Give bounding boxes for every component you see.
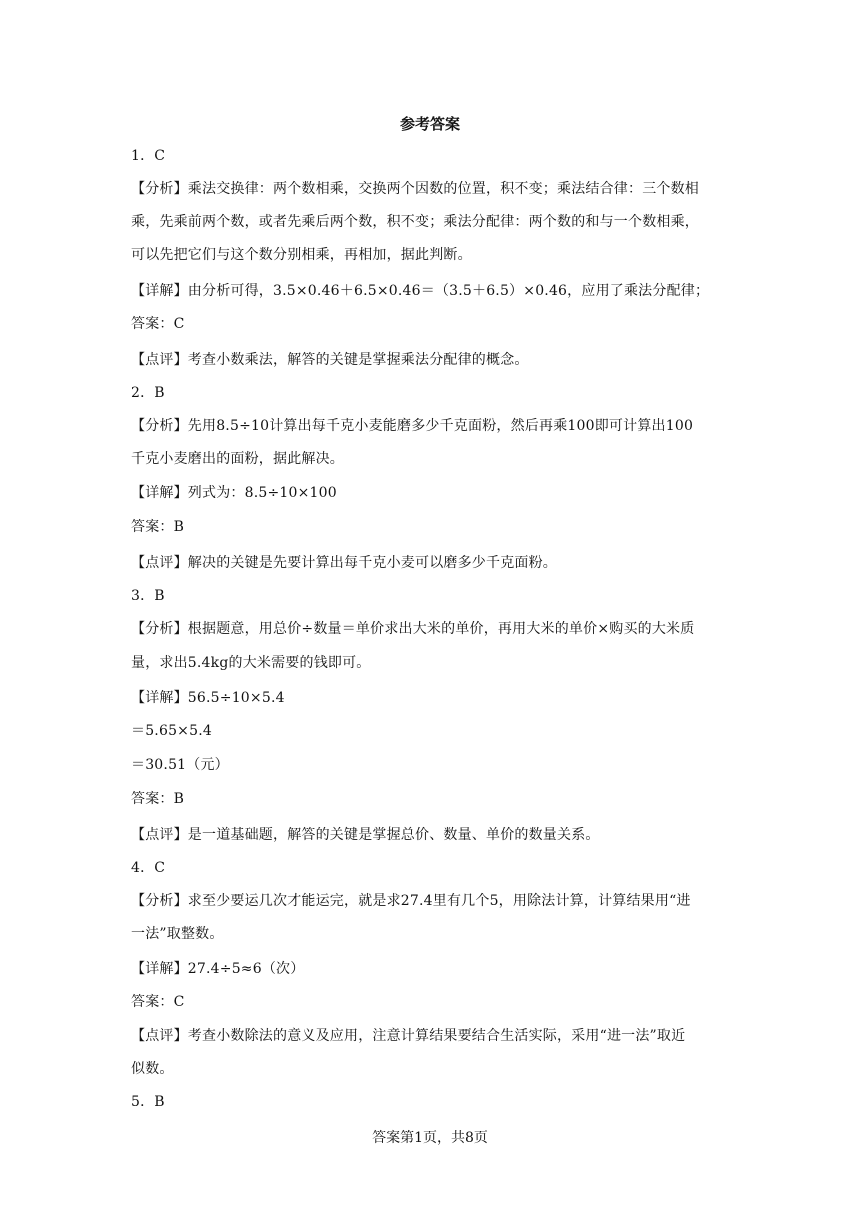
text-line: 1．C [131, 148, 166, 164]
text-line: 答案：C [131, 316, 185, 332]
text-line: 【点评】是一道基础题，解答的关键是掌握总价、数量、单价的数量关系。 [131, 827, 600, 843]
text-line: 4．C [131, 860, 166, 876]
text-line: 【点评】考查小数除法的意义及应用，注意计算结果要结合生活实际，采用“进一法”取近 [131, 1028, 686, 1044]
text-line: 【分析】求至少要运几次才能运完，就是求27.4里有几个5，用除法计算，计算结果用“进 [131, 893, 691, 909]
text-line: 【详解】27.4÷5≈6（次） [131, 961, 305, 977]
page-title: 参考答案 [399, 115, 460, 133]
text-line: 【分析】根据题意，用总价÷数量＝单价求出大米的单价，再用大米的单价×购买的大米质 [131, 621, 695, 637]
text-line: 量，求出5.4kg的大米需要的钱即可。 [131, 655, 371, 671]
text-line: 【详解】56.5÷10×5.4 [131, 690, 285, 706]
text-line: 可以先把它们与这个数分别相乘，再相加，据此判断。 [131, 247, 472, 263]
text-line: 千克小麦磨出的面粉，据此解决。 [131, 451, 344, 467]
text-line: 【分析】乘法交换律：两个数相乘，交换两个因数的位置，积不变；乘法结合律：三个数相 [131, 181, 699, 197]
text-line: ＝5.65×5.4 [131, 723, 212, 739]
text-line: 【点评】考查小数乘法，解答的关键是掌握乘法分配律的概念。 [131, 352, 529, 368]
text-line: ＝30.51（元） [131, 757, 229, 773]
text-line: 【分析】先用8.5÷10计算出每千克小麦能磨多少千克面粉，然后再乘100即可计算出100 [131, 418, 694, 434]
text-line: 【详解】由分析可得，3.5×0.46＋6.5×0.46＝（3.5＋6.5）×0.46，应用了乘法分配律； [131, 283, 710, 299]
text-line: 乘，先乘前两个数，或者先乘后两个数，积不变；乘法分配律：两个数的和与一个数相乘， [131, 214, 699, 230]
text-line: 【点评】解决的关键是先要计算出每千克小麦可以磨多少千克面粉。 [131, 555, 557, 571]
text-line: 答案：B [131, 791, 185, 807]
text-line: 答案：B [131, 519, 185, 535]
text-line: 【详解】列式为：8.5÷10×100 [131, 485, 337, 501]
text-line: 答案：C [131, 994, 185, 1010]
text-line: 5．B [131, 1094, 165, 1110]
text-line: 3．B [131, 588, 165, 604]
text-line: 似数。 [131, 1061, 174, 1077]
page-footer: 答案第1页，共8页 [372, 1130, 488, 1146]
text-line: 2．B [131, 385, 165, 401]
text-line: 一法”取整数。 [131, 926, 224, 942]
